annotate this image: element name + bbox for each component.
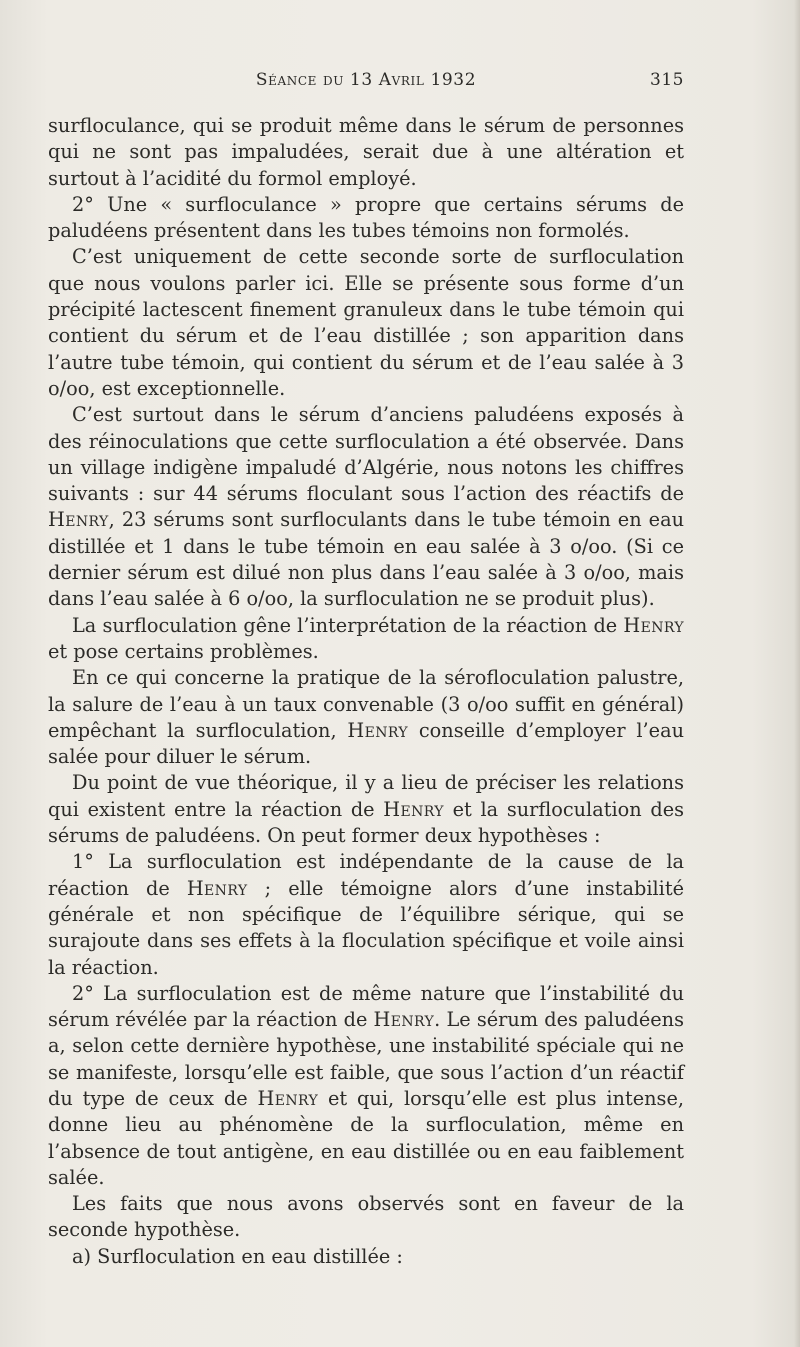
text-run: C’est uniquement de cette seconde sorte de surfloculation que nous voulons parler ici. Elle se présente sous forme d’un précipité lactescent finement granuleux dans le tube témoin qui contient du sérum et de l’eau distillée ; son apparition dans l’autre tube témoin, qui contient du sérum et de l’eau salée à 3 o/oo, est exceptionnelle. xyxy=(48,245,684,400)
author-name: Henry xyxy=(373,1008,435,1032)
text-run: . Le sérum des paludéens a, selon cette dernière hypothèse, une instabilité spéciale qui ne se manifeste, lorsqu’elle est faible, que sous l’action d’un réactif du type de ceux de xyxy=(48,1008,684,1110)
running-head: Séance du 13 Avril 1932 xyxy=(255,70,477,90)
author-name: Henry xyxy=(186,876,248,900)
paragraph xyxy=(48,613,684,666)
page-header xyxy=(48,70,684,98)
author-name: Henry xyxy=(257,1086,319,1110)
paragraph-hypothesis-1 xyxy=(48,849,684,980)
author-name: Henry xyxy=(48,508,109,532)
paragraph-continuation xyxy=(48,113,684,192)
text-run: En ce qui concerne la pratique de la sérofloculation palustre, la salure de l’eau à un taux convenable (3 o/oo suffit en général) empêchant la surfloculation, xyxy=(48,666,684,742)
paragraph xyxy=(48,665,684,770)
text-run: La surfloculation gêne l’interprétation de la réaction de xyxy=(72,613,624,637)
paragraph xyxy=(48,402,684,612)
text-run: Du point de vue théorique, il y a lieu de préciser les relations qui existent entre la réaction de xyxy=(48,771,684,821)
text-run: ; elle témoigne alors d’une instabilité générale et non spécifique de l’équilibre sérique, qui se surajoute dans ses effets à la floculation spécifique et voile ainsi la réaction. xyxy=(48,876,685,979)
text-run: , 23 sérums sont surfloculants dans le tube témoin en eau distillée et 1 dans le tube témoin en eau salée à 3 o/oo. (Si ce dernier sérum est dilué non plus dans l’eau salée à 3 o/oo, mais dans l’eau salée à 6 o/oo, la surfloculation ne se produit plus). xyxy=(48,508,684,611)
text-run: 2° Une « surfloculance » propre que certains sérums de paludéens présentent dans les tubes témoins non formolés. xyxy=(48,192,684,243)
paragraph xyxy=(48,1191,684,1244)
text-run: 2° La surfloculation est de même nature que l’instabilité du sérum révélée par la réaction de xyxy=(48,981,684,1032)
text-run: C’est surtout dans le sérum d’anciens paludéens exposés à des réinoculations que cette surfloculation a été observée. Dans un village indigène impaludé d’Algérie, nous notons les chiffres suivants : sur 44 sérums floculant sous l’action des réactifs de xyxy=(48,403,684,506)
author-name: Henry xyxy=(623,613,684,637)
paragraph xyxy=(48,770,684,849)
page-edge-shadow xyxy=(794,0,800,1347)
text-run: Les faits que nous avons observés sont en faveur de la seconde hypothèse. xyxy=(48,1192,684,1242)
paragraph xyxy=(48,244,684,402)
text-run: surfloculance, qui se produit même dans le sérum de personnes qui ne sont pas impaludées, serait due à une altération et surtout à l’acidité du formol employé. xyxy=(48,114,684,190)
body-text xyxy=(48,113,684,1270)
author-name: Henry xyxy=(383,797,444,821)
paragraph-item-2 xyxy=(48,192,684,245)
page-number: 315 xyxy=(650,70,684,90)
text-run: a) Surfloculation en eau distillée : xyxy=(72,1244,403,1268)
text-run: et pose certains problèmes. xyxy=(48,639,319,663)
text-run: et la surfloculation des sérums de paludéens. On peut former deux hypothèses : xyxy=(48,797,684,848)
text-run: et qui, lorsqu’elle est plus intense, donne lieu au phénomène de la surfloculation, même en l’absence de tout antigène, en eau distillée ou en eau faiblement salée. xyxy=(48,1086,684,1189)
text-run: 1° La surfloculation est indépendante de la cause de la réaction de xyxy=(48,850,684,900)
paragraph-hypothesis-2 xyxy=(48,981,684,1191)
text-run: conseille d’employer l’eau salée pour diluer le sérum. xyxy=(48,718,684,769)
paragraph-subheading xyxy=(48,1244,684,1270)
author-name: Henry xyxy=(347,718,409,742)
